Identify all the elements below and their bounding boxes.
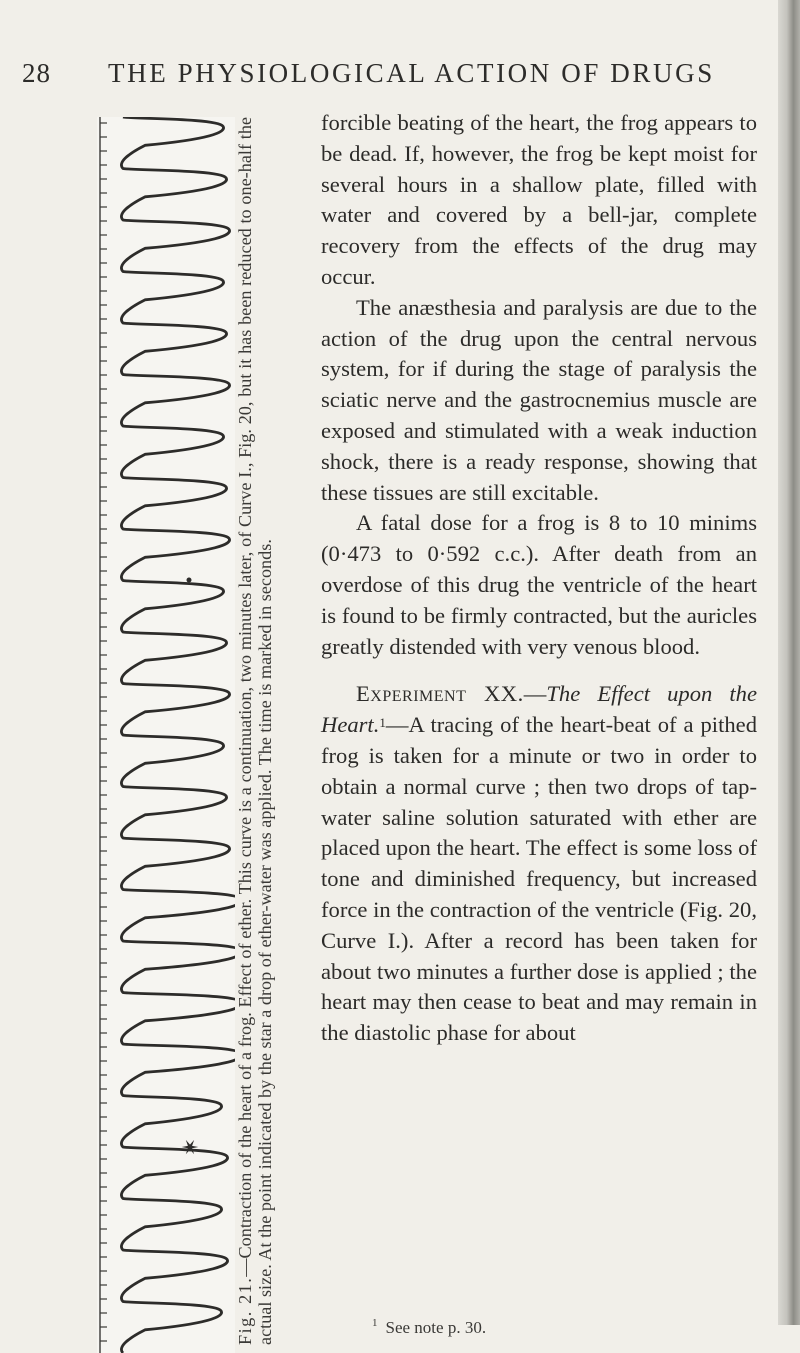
page-number: 28 — [22, 58, 51, 88]
experiment-label: Experiment XX. — [356, 681, 524, 707]
page-gutter-shadow — [778, 0, 800, 1325]
figure-caption — [235, 117, 315, 1353]
paragraph-experiment — [321, 679, 757, 1049]
heart-tracing-figure — [97, 117, 235, 1353]
experiment-dash: — — [523, 681, 547, 707]
paragraph-continued: forcible beating of the heart, the frog appears to be dead. If, however, the frog be kept moist for several hours in a shallow plate, filled with water and covered by a bell-jar, complete recovery from the effects of the drug may occur. — [321, 110, 757, 289]
star-marker-icon: ✶ — [179, 1137, 204, 1157]
body-text — [321, 108, 757, 1049]
running-title: THE PHYSIOLOGICAL ACTION OF DRUGS — [108, 58, 715, 88]
trace-dot — [187, 578, 192, 583]
footnote-reference: 1 — [379, 715, 386, 731]
heartbeat-curve — [121, 117, 235, 1353]
footnote-text: See note p. 30. — [385, 1318, 487, 1337]
figure-caption-column — [235, 117, 315, 1353]
paragraph-fatal-dose: A fatal dose for a frog is 8 to 10 minims (0·473 to 0·592 c.c.). After death from an overdose of this drug the ventricle of the heart is found to be firmly contracted, but the auricles greatly distended with very venous blood. — [321, 510, 757, 659]
experiment-text: —A tracing of the heart-beat of a pithed frog is taken for a minute or two in order to obtain a normal curve ; then two drops of tap-water saline solution saturated with ether are placed upon the heart. The effect is some loss of tone and diminished frequency, but increased force in the contraction of the ventricle (Fig. 20, Curve I.). After a record has been taken for about two minutes a further dose is applied ; the heart may then cease to beat and may remain in the diastolic phase for about — [321, 712, 757, 1046]
kymograph-trace — [97, 117, 235, 1353]
page-header — [0, 58, 760, 98]
footnote — [372, 1318, 752, 1338]
figure-label: Fig. 21. — [235, 1276, 255, 1345]
figure-caption-text: —Contraction of the heart of a frog. Effect of ether. This curve is a continuation, two minutes later, of Curve I., Fig. 20, but it has been reduced to one-half the actual size. At the point indicated by the star a drop of ether-water was applied. The time is marked in seconds. — [235, 117, 275, 1345]
paragraph-anaesthesia: The anæsthesia and paralysis are due to the action of the drug upon the central nervous system, for if during the stage of paralysis the sciatic nerve and the gastrocnemius muscle are exposed and stimulated with a weak induction shock, there is a ready response, showing that these tissues are still excitable. — [321, 294, 757, 505]
footnote-marker: 1 — [372, 1317, 378, 1329]
experiment-title: The Effect upon the Heart. — [321, 681, 757, 738]
